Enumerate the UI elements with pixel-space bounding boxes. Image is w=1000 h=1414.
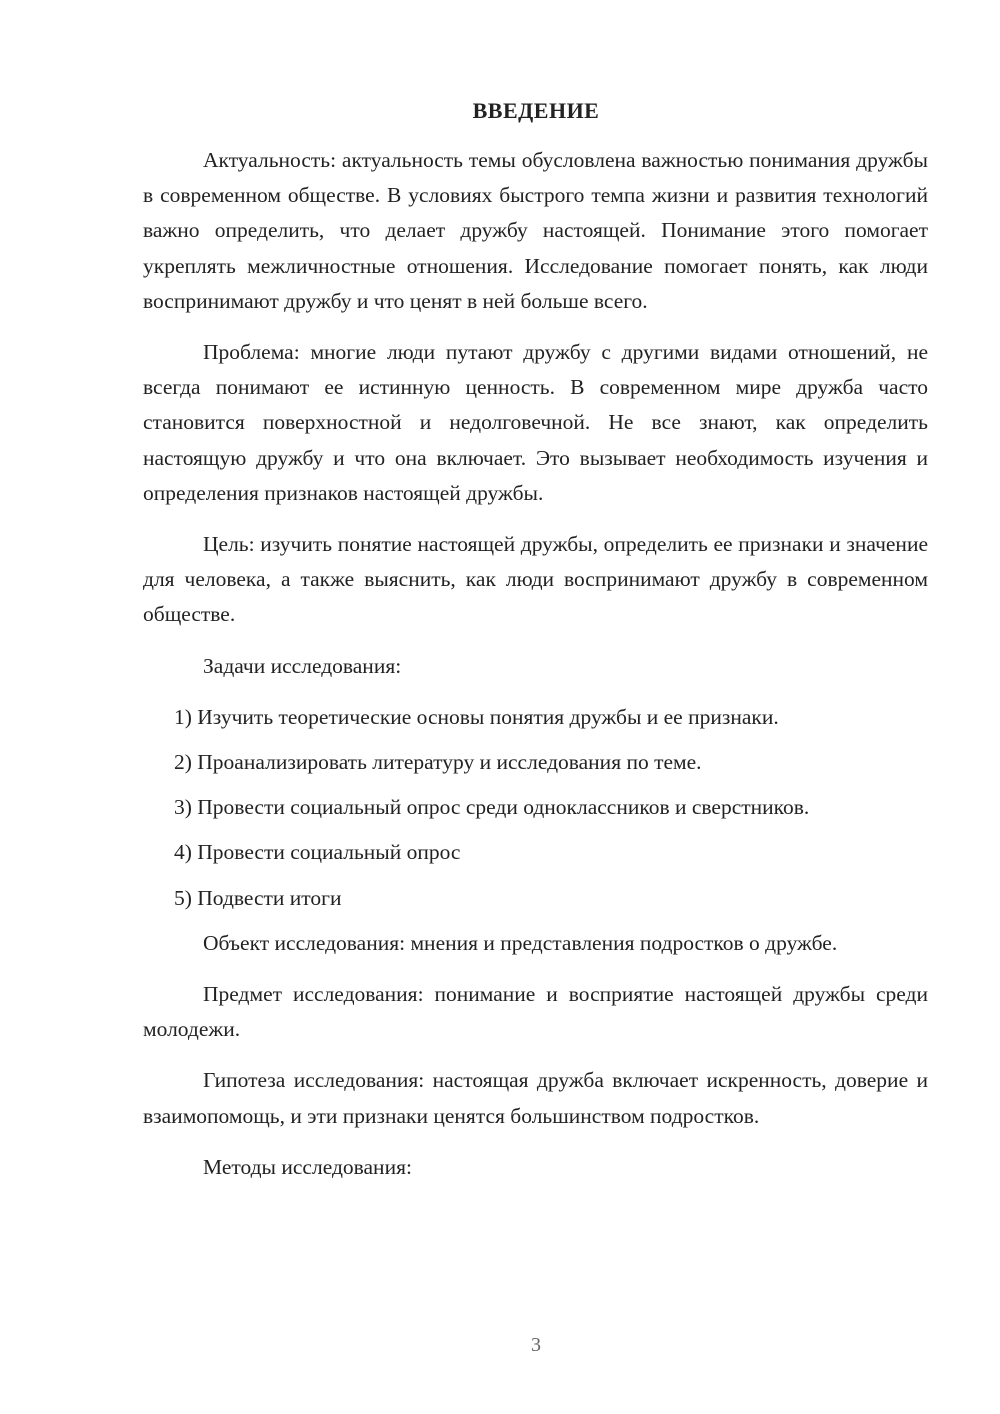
paragraph-relevance: Актуальность: актуальность темы обусловлена важностью понимания дружбы в современном обществе. В условиях быстрого темпа жизни и развития технологий важно определить, что делает дружбу настоящей. Понимание этого помогает укреплять межличностные отношения. Исследование помогает понять, как люди воспринимают дружбу и что ценят в ней больше всего.: [143, 148, 928, 313]
list-item: 5) Подвести итоги: [174, 885, 342, 910]
page-title: ВВЕДЕНИЕ: [472, 98, 600, 123]
list-item: 4) Провести социальный опрос: [174, 840, 461, 865]
list-item: 1) Изучить теоретические основы понятия дружбы и ее признаки.: [174, 704, 779, 729]
paragraph-hypothesis: Гипотеза исследования: настоящая дружба включает искренность, доверие и взаимопомощь, и эти признаки ценятся большинством подростков.: [143, 1068, 928, 1128]
paragraph-methods: Методы исследования:: [203, 1154, 412, 1179]
paragraph-tasks-heading: Задачи исследования:: [203, 653, 402, 678]
paragraph-subject: Предмет исследования: понимание и восприятие настоящей дружбы среди молодежи.: [143, 982, 928, 1042]
list-item: 3) Провести социальный опрос среди одноклассников и сверстников.: [174, 795, 810, 820]
paragraph-goal: Цель: изучить понятие настоящей дружбы, определить ее признаки и значение для человека, а также выяснить, как люди воспринимают дружбу в современном обществе.: [143, 532, 928, 627]
paragraph-problem: Проблема: многие люди путают дружбу с другими видами отношений, не всегда понимают ее истинную ценность. В современном мире дружба часто становится поверхностной и недолговечной. Не все знают, как определить настоящую дружбу и что она включает. Это вызывает необходимость изучения и определения признаков настоящей дружбы.: [143, 340, 928, 505]
paragraph-object: Объект исследования: мнения и представления подростков о дружбе.: [203, 930, 838, 955]
tasks-list: [143, 700, 928, 916]
page-number: 3: [531, 1334, 541, 1356]
body-text: [143, 143, 928, 1201]
list-item: 2) Проанализировать литературу и исследования по теме.: [174, 750, 702, 775]
